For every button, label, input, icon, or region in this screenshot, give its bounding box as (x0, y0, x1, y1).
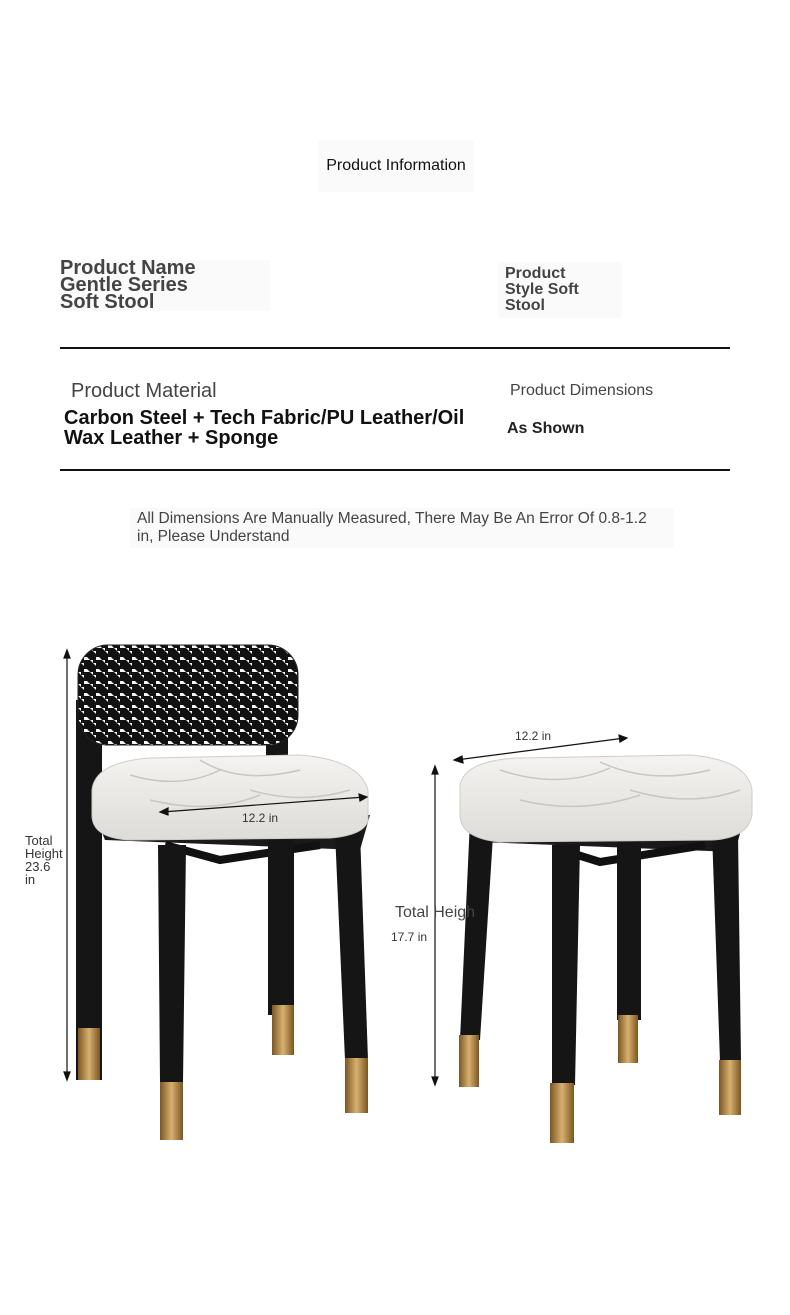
product-name-line: Gentle Series (60, 274, 188, 296)
chair-height-line: Height (25, 846, 63, 861)
stool-height-value: 17.7 in (391, 930, 428, 944)
chair-height-line: in (25, 872, 36, 887)
product-style-line: Stool (505, 297, 545, 314)
dimensions-value: As Shown (507, 420, 585, 437)
measurement-note: All Dimensions Are Manually Measured, There May Be An Error Of 0.8-1.2 in, Please Understand (130, 508, 674, 548)
page-title: Product Information (318, 140, 474, 192)
product-style-line: Product (505, 265, 566, 282)
chair-height-line: Total (25, 833, 53, 848)
stool-seat-width: 12.2 in (515, 729, 552, 743)
chair-image (76, 645, 370, 1140)
material-value: Carbon Steel + Tech Fabric/PU Leather/Oil Wax Leather + Sponge (64, 407, 465, 449)
product-name-line: Soft Stool (60, 291, 155, 313)
chair-total-height (25, 834, 85, 886)
chair-height-line: 23.6 (25, 859, 51, 874)
material-label: Product Material (71, 380, 217, 402)
product-name-line: Product Name (60, 257, 196, 279)
stool-height-label: Total Heigh (395, 904, 476, 921)
product-style-line: Style Soft (505, 281, 579, 298)
stool-image (459, 755, 752, 1143)
chair-seat-width: 12.2 in (242, 811, 279, 825)
dimensions-label: Product Dimensions (510, 382, 654, 399)
